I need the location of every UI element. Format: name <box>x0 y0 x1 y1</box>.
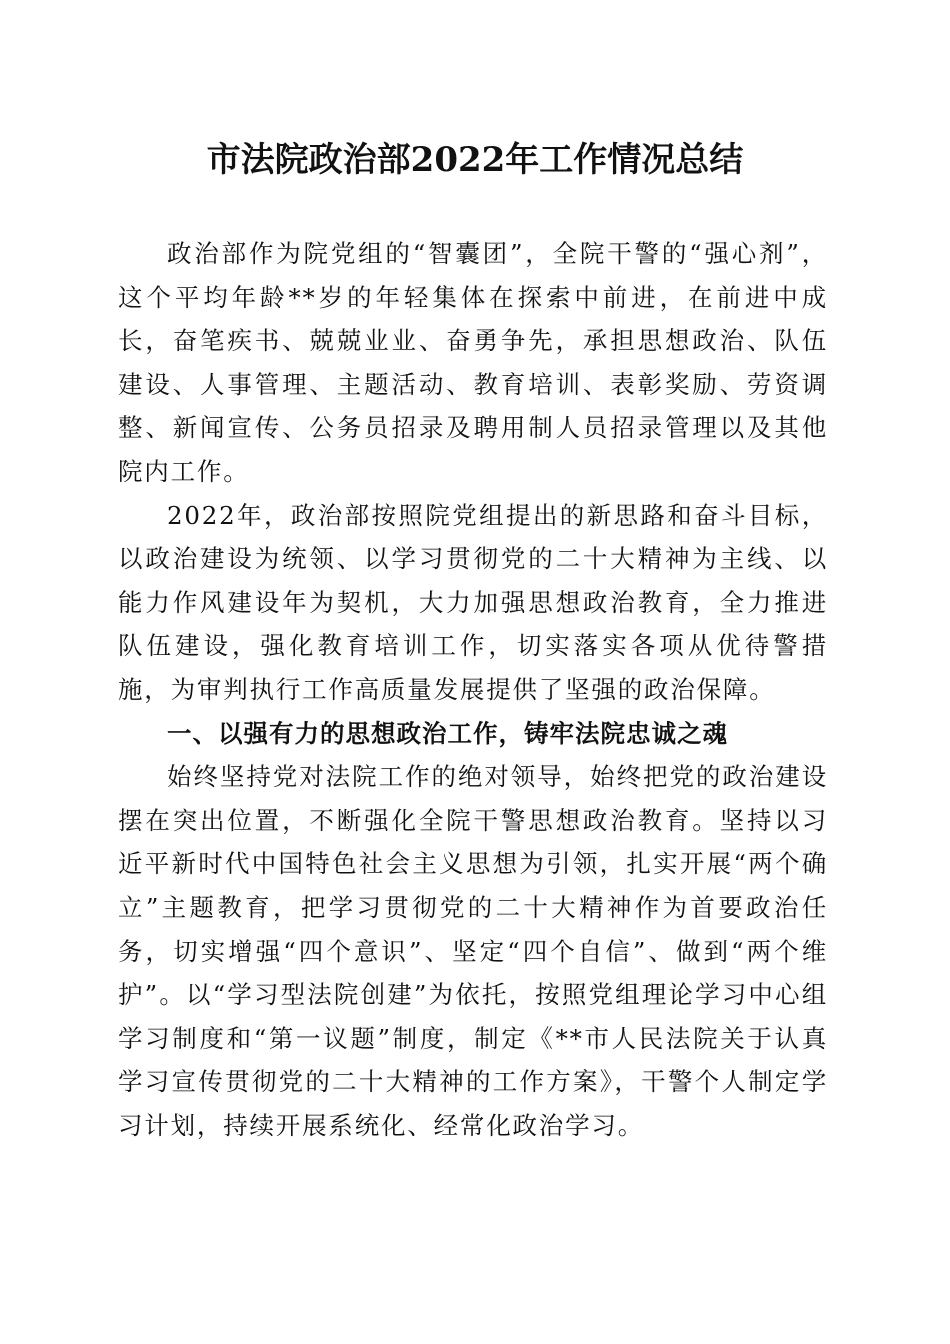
intro-paragraph: 政治部作为院党组的“智囊团”，全院干警的“强心剂”，这个平均年龄**岁的年轻集体在探索中前进，在前进中成长，奋笔疾书、兢兢业业、奋勇争先，承担思想政治、队伍建设、人事管理、主题活动、教育培训、表彰奖励、劳资调整、新闻宣传、公务员招录及聘用制人员招录管理以及其他院内工作。 <box>118 239 828 486</box>
overview-paragraph: 2022年，政治部按照院党组提出的新思路和奋斗目标，以政治建设为统领、以学习贯彻党的二十大精神为主线、以能力作风建设年为契机，大力加强思想政治教育，全力推进队伍建设，强化教育培训工作，切实落实各项从优待警措施，为审判执行工作高质量发展提供了坚强的政治保障。 <box>118 500 828 704</box>
section-paragraph: 始终坚持党对法院工作的绝对领导，始终把党的政治建设摆在突出位置，不断强化全院干警思想政治教育。坚持以习近平新时代中国特色社会主义思想为引领，扎实开展“两个确立”主题教育，把学习贯彻党的二十大精神作为首要政治任务，切实增强“四个意识”、坚定“四个自信”、做到“两个维护”。以“学习型法院创建”为依托，按照党组理论学习中心组学习制度和“第一议题”制度，制定《**市人民法院关于认真学习宣传贯彻党的二十大精神的工作方案》，干警个人制定学习计划，持续开展系统化、经常化政治学习。 <box>118 762 828 1140</box>
section-heading: 一、以强有力的思想政治工作，铸牢法院忠诚之魂 <box>167 718 728 748</box>
document-title: 市法院政治部2022年工作情况总结 <box>206 140 744 180</box>
document-body <box>118 232 828 1147</box>
